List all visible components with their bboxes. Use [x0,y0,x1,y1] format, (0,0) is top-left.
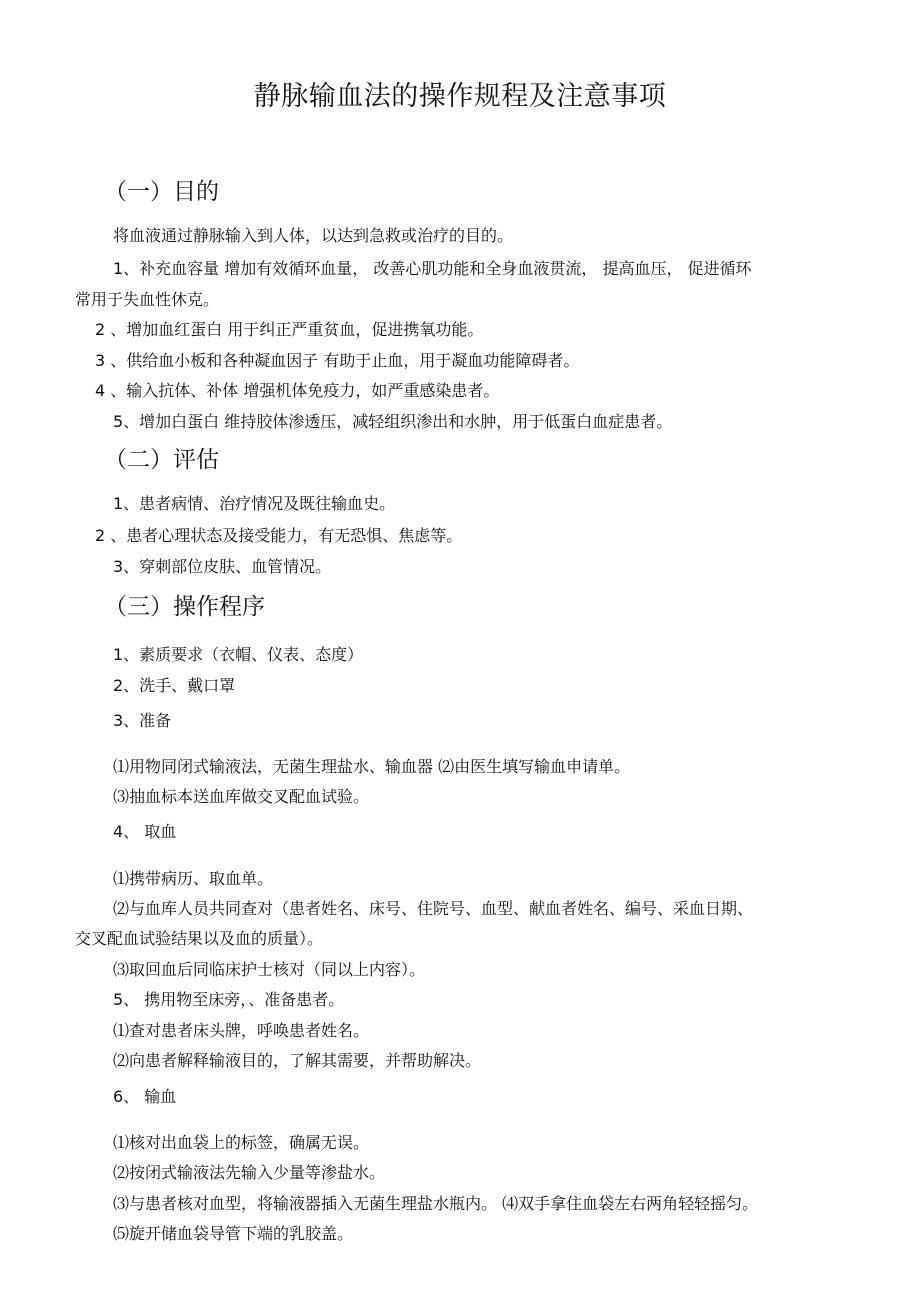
procedure-line: ⑶与患者核对血型，将输液器插入无菌生理盐水瓶内。 ⑷双手拿住血袋左右两角轻轻摇匀。 [113,1194,759,1213]
procedure-line: ⑶取回血后同临床护士核对（同以上内容）。 [113,960,426,979]
procedure-line: ⑴携带病历、取血单。 [113,869,274,888]
purpose-item: 常用于失血性休克。 [75,290,220,309]
procedure-line: ⑵与血库人员共同查对（患者姓名、床号、住院号、血型、献血者姓名、编号、采血日期、 [113,899,754,918]
procedure-line: 2、洗手、戴口罩 [113,676,236,695]
section-heading-procedure: （三）操作程序 [104,594,265,620]
purpose-intro: 将血液通过静脉输入到人体，以达到急救或治疗的目的。 [113,226,514,245]
procedure-line: ⑴核对出血袋上的标签，确属无误。 [113,1133,370,1152]
procedure-line: ⑴用物同闭式输液法，无菌生理盐水、输血器 ⑵由医生填写输血申请单。 [113,757,631,776]
procedure-line: ⑵向患者解释输液目的，了解其需要，并帮助解决。 [113,1051,482,1070]
purpose-item: 1、补充血容量 增加有效循环血量， 改善心肌功能和全身血液贯流， 提高血压， 促进循环 [113,259,752,278]
document-title: 静脉输血法的操作规程及注意事项 [253,81,667,112]
procedure-line: 3、准备 [113,711,172,730]
section-heading-purpose: （一）目的 [104,179,219,205]
procedure-line: ⑴查对患者床头牌，呼唤患者姓名。 [113,1021,370,1040]
procedure-line: 5、 携用物至床旁，、准备患者。 [113,990,345,1009]
purpose-item: 2 、增加血红蛋白 用于纠正严重贫血，促进携氧功能。 [95,320,484,339]
purpose-item: 5、增加白蛋白 维持胶体渗透压，减轻组织渗出和水肿，用于低蛋白血症患者。 [113,412,673,431]
procedure-line: ⑵按闭式输液法先输入少量等渗盐水。 [113,1163,386,1182]
procedure-line: 4、 取血 [113,822,177,841]
procedure-line: ⑶抽血标本送血库做交叉配血试验。 [113,787,370,806]
procedure-line: ⑸旋开储血袋导管下端的乳胶盖。 [113,1224,354,1243]
procedure-line: 1、素质要求（衣帽、仪表、态度） [113,645,364,664]
procedure-line: 交叉配血试验结果以及血的质量）。 [75,929,324,948]
assessment-item: 1、患者病情、治疗情况及既往输血史。 [113,494,396,513]
purpose-item: 3 、供给血小板和各种凝血因子 有助于止血，用于凝血功能障碍者。 [95,351,580,370]
procedure-line: 6、 输血 [113,1087,177,1106]
assessment-item: 2 、患者心理状态及接受能力，有无恐惧、焦虑等。 [95,526,463,545]
assessment-item: 3、穿刺部位皮肤、血管情况。 [113,557,332,576]
purpose-item: 4 、输入抗体、补体 增强机体免疫力，如严重感染患者。 [95,381,500,400]
section-heading-assessment: （二）评估 [104,447,219,473]
